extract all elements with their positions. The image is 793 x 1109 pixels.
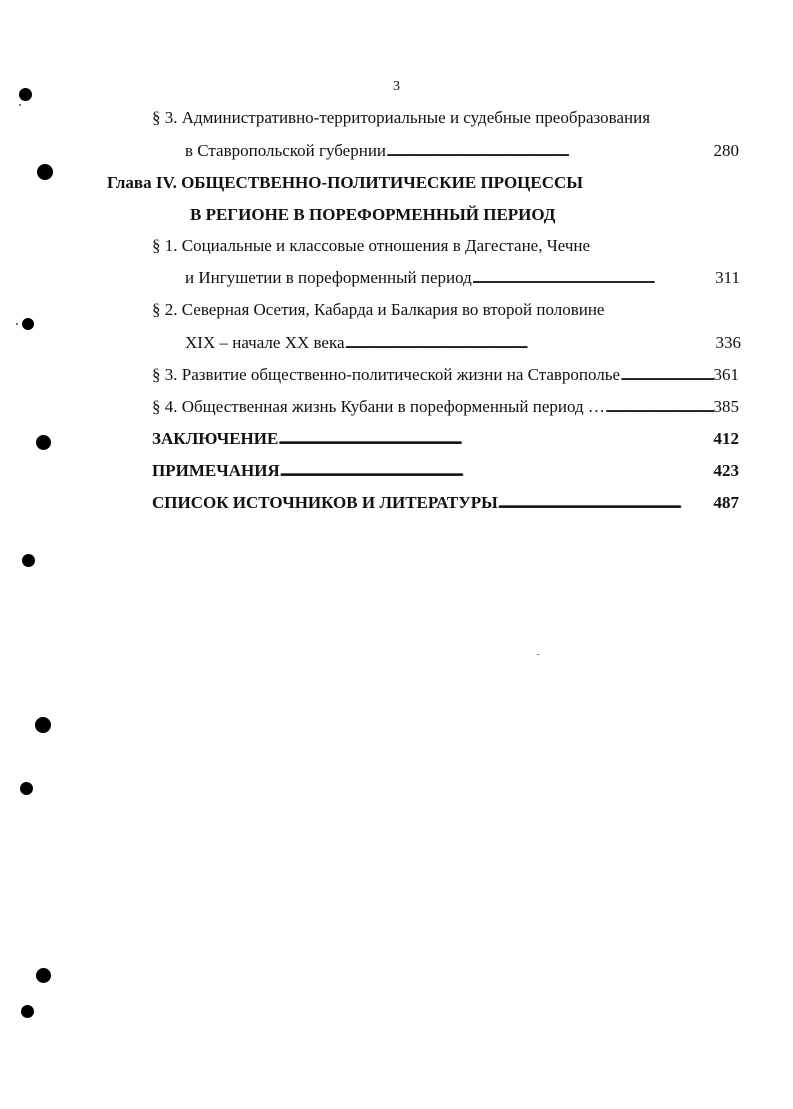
dot-leader: [498, 493, 714, 513]
toc-entry-s4-text: § 4. Общественная жизнь Кубани в пореформенный период …: [152, 397, 605, 416]
dot-leader: [278, 429, 713, 449]
punch-hole: [35, 717, 51, 733]
punch-hole: [36, 435, 51, 450]
toc-page-number: 385: [713, 397, 739, 416]
toc-entry-conclusion-text: ЗАКЛЮЧЕНИЕ: [152, 429, 279, 448]
scan-speck: [537, 654, 539, 655]
toc-entry-notes-text: ПРИМЕЧАНИЯ: [152, 461, 280, 480]
dot-leader: [620, 365, 713, 385]
punch-hole: [20, 782, 33, 795]
toc-entry-s3-ch3-title: § 3. Административно-территориальные и судебные преобразования: [152, 108, 651, 127]
toc-entry-s2-text: XIX – начале XX века: [185, 333, 345, 352]
toc-entry-s3-text: § 3. Развитие общественно-политической жизни на Ставрополье: [152, 365, 621, 384]
punch-hole: [36, 968, 51, 983]
punch-hole: [19, 88, 32, 101]
chapter-heading-line2: В РЕГИОНЕ В ПОРЕФОРМЕННЫЙ ПЕРИОД: [190, 205, 556, 224]
dot-leader: [345, 333, 716, 353]
dot-leader: [605, 397, 714, 417]
toc-entry-conclusion: [152, 429, 739, 449]
toc-entry-s1-text: и Ингушетии в пореформенный период: [185, 268, 472, 287]
punch-hole: [22, 318, 34, 330]
toc-entry-notes: [152, 461, 739, 481]
dot-leader: [280, 461, 714, 481]
toc-entry-s4: [152, 397, 739, 417]
toc-entry-s2-leader: [185, 333, 741, 353]
dot-leader: [386, 141, 713, 161]
toc-entry-s3-ch3-text: в Ставропольской губернии: [185, 141, 387, 160]
punch-hole: [37, 164, 53, 180]
page-number: 3: [393, 79, 400, 94]
toc-entry-s3-ch3-leader: [185, 141, 739, 161]
toc-entry-s1-title: § 1. Социальные и классовые отношения в Дагестане, Чечне: [152, 236, 591, 255]
toc-entry-sources-text: СПИСОК ИСТОЧНИКОВ И ЛИТЕРАТУРЫ: [152, 493, 498, 512]
toc-page-number: 311: [715, 268, 740, 287]
toc-page-number: 280: [713, 141, 739, 160]
toc-entry-s3: [152, 365, 739, 385]
toc-page-number: 361: [713, 365, 739, 384]
toc-entry-sources: [152, 493, 739, 513]
punch-hole: [22, 554, 35, 567]
punch-hole: [21, 1005, 34, 1018]
toc-page-number: 412: [713, 429, 739, 448]
scan-speck: [19, 104, 21, 106]
toc-entry-s1-leader: [185, 268, 740, 288]
chapter-heading-line1: Глава IV. ОБЩЕСТВЕННО-ПОЛИТИЧЕСКИЕ ПРОЦЕССЫ: [107, 173, 583, 192]
scan-speck: [16, 323, 18, 325]
toc-page-number: 423: [713, 461, 739, 480]
toc-entry-s2-title: § 2. Северная Осетия, Кабарда и Балкария во второй половине: [152, 300, 605, 319]
toc-page-number: 336: [715, 333, 741, 352]
dot-leader: [472, 268, 715, 288]
toc-page-number: 487: [713, 493, 739, 512]
